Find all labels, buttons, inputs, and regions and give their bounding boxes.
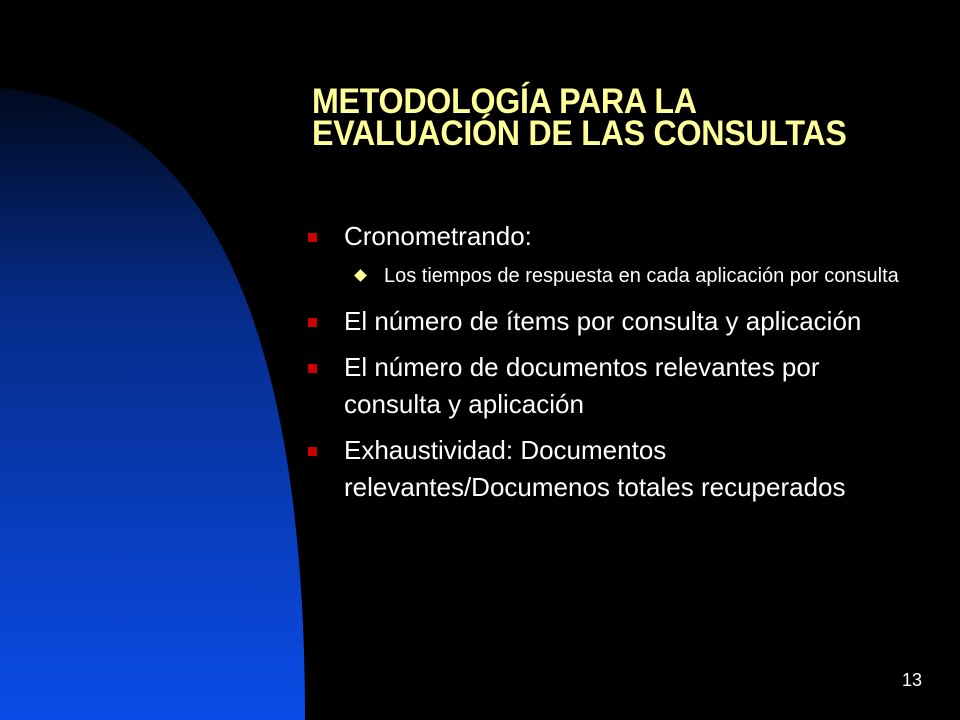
slide-title <box>312 82 882 153</box>
square-bullet-icon <box>308 233 317 242</box>
bullet-list <box>300 218 900 515</box>
bullet-text: El número de documentos relevantes por consulta y aplicación <box>344 352 820 419</box>
square-bullet-icon <box>308 364 317 373</box>
bullet-item-exhaustividad <box>300 432 900 506</box>
square-bullet-icon <box>308 447 317 456</box>
bullet-item-numero-items <box>300 303 900 340</box>
title-line-2: EVALUACIÓN DE LAS CONSULTAS <box>312 114 847 153</box>
title-line-1: METODOLOGÍA PARA LA <box>312 82 697 121</box>
diamond-bullet-icon <box>354 269 367 282</box>
sub-bullet-text: Los tiempos de respuesta en cada aplicación por consulta <box>384 265 899 287</box>
sub-bullet-item-tiempos <box>300 261 900 291</box>
page-number: 13 <box>901 670 922 690</box>
square-bullet-icon <box>308 318 317 327</box>
bullet-item-documentos-relevantes <box>300 349 900 423</box>
bullet-item-cronometrando <box>300 218 900 255</box>
bullet-text: Cronometrando: <box>344 221 532 251</box>
bullet-text: El número de ítems por consulta y aplicación <box>344 306 862 336</box>
bullet-text: Exhaustividad: Documentos relevantes/Documenos totales recuperados <box>344 435 846 502</box>
blue-gradient-shape <box>0 0 310 720</box>
